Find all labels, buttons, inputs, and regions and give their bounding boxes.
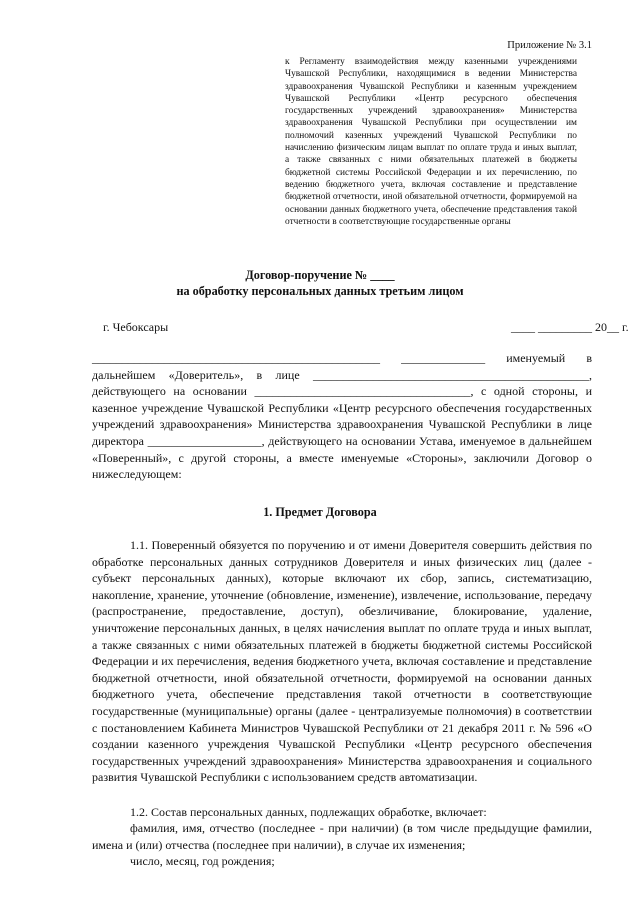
contract-title: Договор-поручение № ____ (245, 268, 395, 282)
date-blank: ____ _________ 20__ г. (511, 320, 629, 334)
regulation-reference: к Регламенту взаимодействия между казенными учреждениями Чувашской Республики, находящимися в ведении Министерства здравоохранения Чувашской Республики и казенным учреждением Чувашской Республики «Центр ресурсного обеспечения государственных учреждений здравоохранения» Министерства здравоохранения Чувашской Республики при осуществлении им полномочий казенных учреждений Чувашской Республики по начислению физическим лицам выплат по оплате труда и иных выплат, а также связанных с ними обязательных платежей в бюджеты бюджетной системы Российской Федерации и их перечислению, по ведению бюджетного учета, включая составление и представление бюджетной отчетности, иной обязательной отчетности, формируемой на основании данных бюджетного учета, обеспечение представления такой отчетности в соответствующие государственные органы (285, 57, 577, 227)
list-item-birth: число, месяц, год рождения; (130, 854, 275, 868)
list-item-fio: фамилия, имя, отчество (последнее - при наличии) (в том числе предыдущие фамилии, имена и (или) отчества (последнее при наличии), в случае их изменения; (92, 821, 592, 852)
contract-subtitle: на обработку персональных данных третьим лицом (176, 284, 464, 298)
clause-1-1: 1.1. Поверенный обязуется по поручению и от имени Доверителя совершить действия по обработке персональных данных сотрудников Доверителя и иных физических лиц (далее - субъект персональных данных), которые включают их сбор, запись, систематизацию, накопление, хранение, уточнение (обновление, изменение), извлечение, использование, передачу (распространение, предоставление, доступ), обезличивание, блокирование, удаление, уничтожение персональных данных, в целях начисления выплат по оплате труда и иных выплат, а также связанных с ними обязательных платежей в бюджеты бюджетной системы Российской Федерации и их перечисления, ведения бюджетного учета, включая составление и представление бюджетной отчетности, иной обязательной отчетности, формируемой на основании данных бюджетного учета, обеспечение представления такой отчетности в соответствующие государственные (муниципальные) органы (далее - централизуемые полномочия) в соответствии с постановлением Кабинета Министров Чувашской Республики от 21 декабря 2011 г. № 596 «О создании казенного учреждения Чувашской Республики «Центр ресурсного обеспечения государственных учреждений здравоохранения» Министерства здравоохранения и социального развития Чувашской Республики с использованием средств автоматизации. (92, 538, 592, 785)
section-title: 1. Предмет Договора (263, 505, 377, 519)
preamble-paragraph: ________________________________________________ ______________ именуемый в дальнейшем «Доверитель», в лице ______________________________________________, действующего на основании ____________________________________, с одной стороны, и казенное учреждение Чувашской Республики «Центр ресурсного обеспечения государственных учреждений здравоохранения» Министерства здравоохранения Чувашской Республики в лице директора ___________________, действующего на основании Устава, именуемое в дальнейшем «Поверенный», с другой стороны, а вместе именуемые «Стороны», заключили Договор о нижеследующем: (92, 351, 592, 482)
clause-1-2: 1.2. Состав персональных данных, подлежащих обработке, включает: (130, 805, 487, 819)
appendix-label: Приложение № 3.1 (507, 40, 592, 51)
city-label: г. Чебоксары (103, 320, 169, 334)
